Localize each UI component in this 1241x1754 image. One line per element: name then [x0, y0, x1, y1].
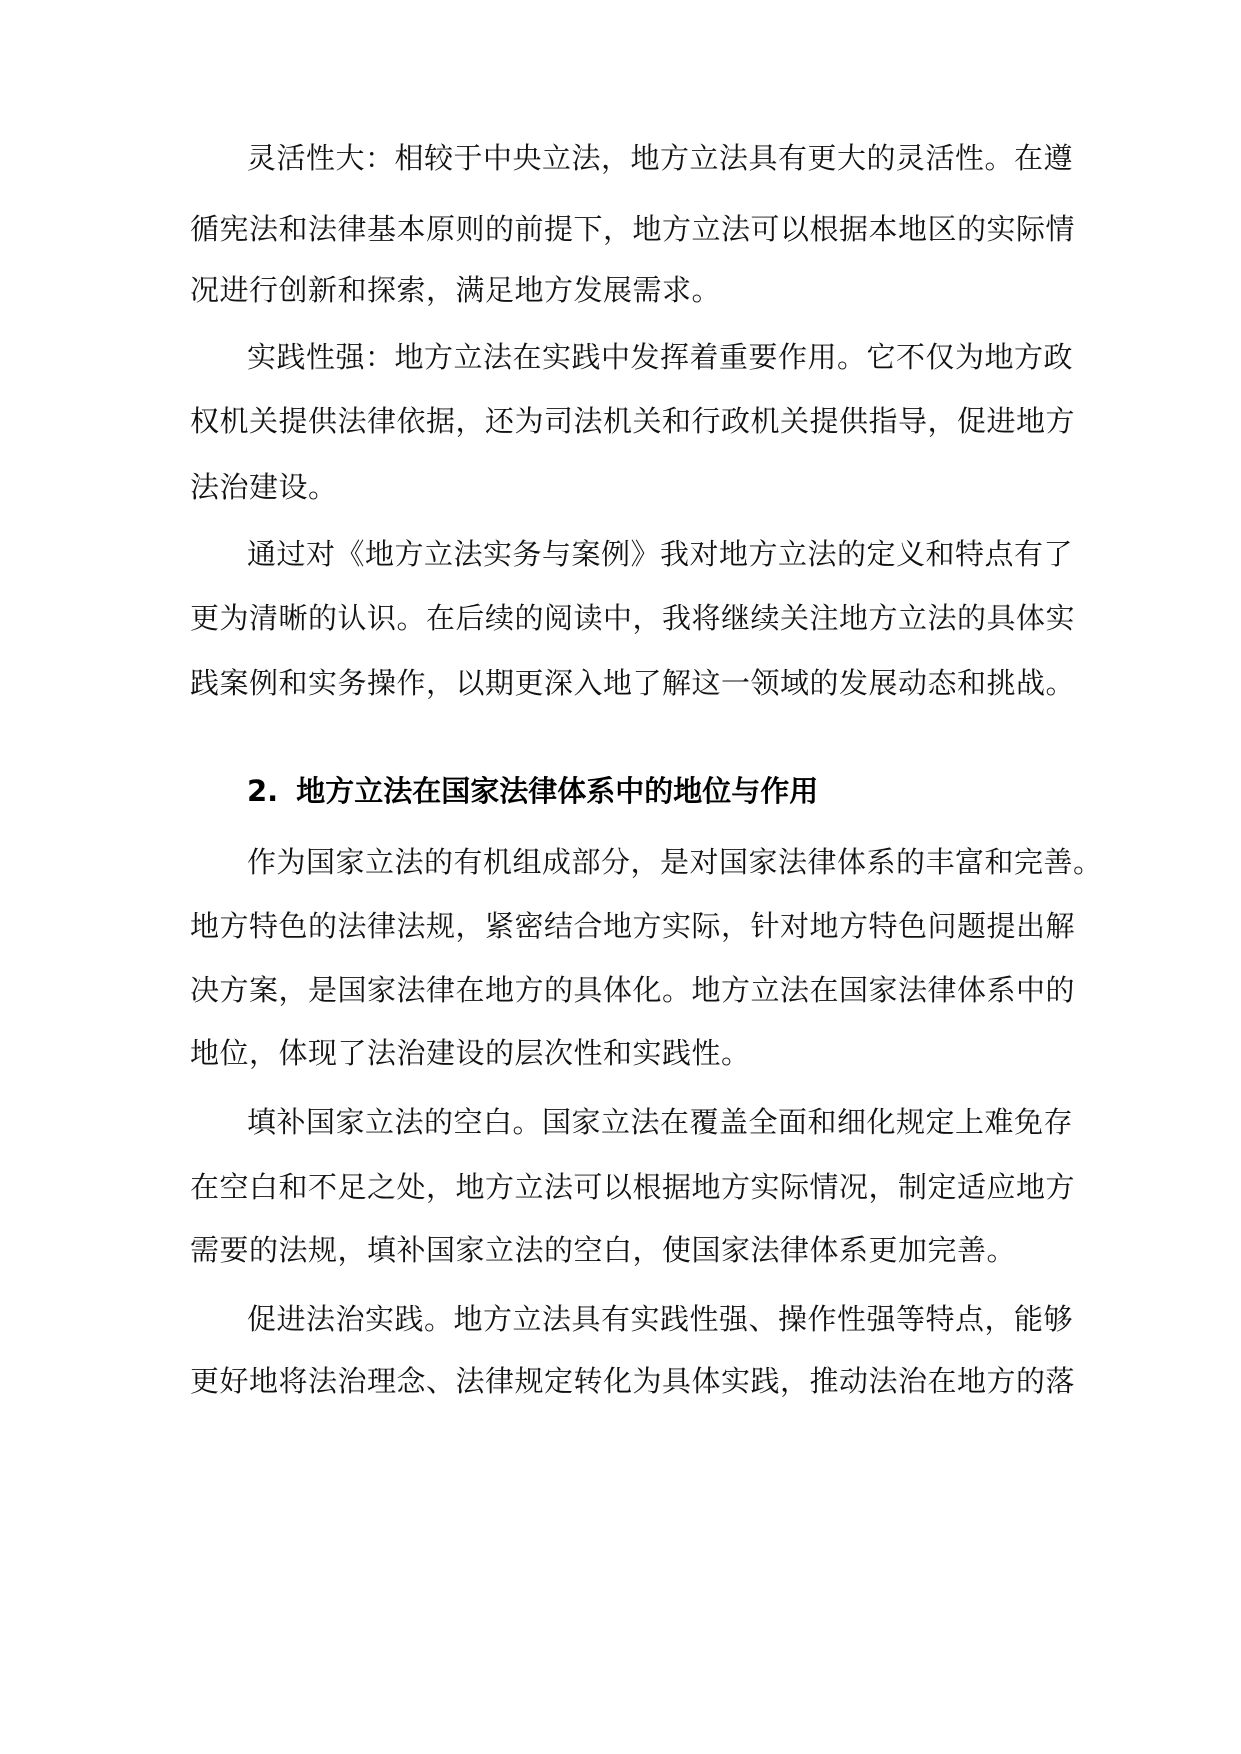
section-paragraph-3-line-1: 促进法治实践。地方立法具有实践性强、操作性强等特点，能够	[247, 1302, 1074, 1336]
section-paragraph-1-line-1: 作为国家立法的有机组成部分，是对国家法律体系的丰富和完善。	[247, 845, 1103, 879]
section-heading	[247, 771, 818, 811]
section-paragraph-1-line-4: 地位，体现了法治建设的层次性和实践性。	[190, 1036, 751, 1070]
section-title: 地方立法在国家法律体系中的地位与作用	[296, 774, 819, 808]
paragraph-3-line-2: 更为清晰的认识。在后续的阅读中，我将继续关注地方立法的具体实	[190, 601, 1076, 635]
paragraph-1-line-2: 循宪法和法律基本原则的前提下，地方立法可以根据本地区的实际情	[190, 212, 1076, 246]
paragraph-2-line-1: 实践性强：地方立法在实践中发挥着重要作用。它不仅为地方政	[247, 340, 1074, 374]
paragraph-1-line-1: 灵活性大：相较于中央立法，地方立法具有更大的灵活性。在遵	[247, 141, 1074, 175]
section-paragraph-3-line-2: 更好地将法治理念、法律规定转化为具体实践，推动法治在地方的落	[190, 1364, 1076, 1398]
section-number: 2.	[247, 774, 279, 808]
section-paragraph-2-line-2: 在空白和不足之处，地方立法可以根据地方实际情况，制定适应地方	[190, 1170, 1076, 1204]
paragraph-3-line-3: 践案例和实务操作，以期更深入地了解这一领域的发展动态和挑战。	[190, 666, 1076, 700]
paragraph-1-line-3: 况进行创新和探索，满足地方发展需求。	[190, 273, 722, 307]
paragraph-3-line-1: 通过对《地方立法实务与案例》我对地方立法的定义和特点有了	[247, 537, 1074, 571]
section-paragraph-2-line-3: 需要的法规，填补国家立法的空白，使国家法律体系更加完善。	[190, 1233, 1017, 1267]
paragraph-2-line-3: 法治建设。	[190, 470, 338, 504]
section-paragraph-2-line-1: 填补国家立法的空白。国家立法在覆盖全面和细化规定上难免存	[247, 1105, 1074, 1139]
paragraph-2-line-2: 权机关提供法律依据，还为司法机关和行政机关提供指导，促进地方	[190, 404, 1076, 438]
section-paragraph-1-line-2: 地方特色的法律法规，紧密结合地方实际，针对地方特色问题提出解	[190, 909, 1076, 943]
section-paragraph-1-line-3: 决方案，是国家法律在地方的具体化。地方立法在国家法律体系中的	[190, 973, 1076, 1007]
